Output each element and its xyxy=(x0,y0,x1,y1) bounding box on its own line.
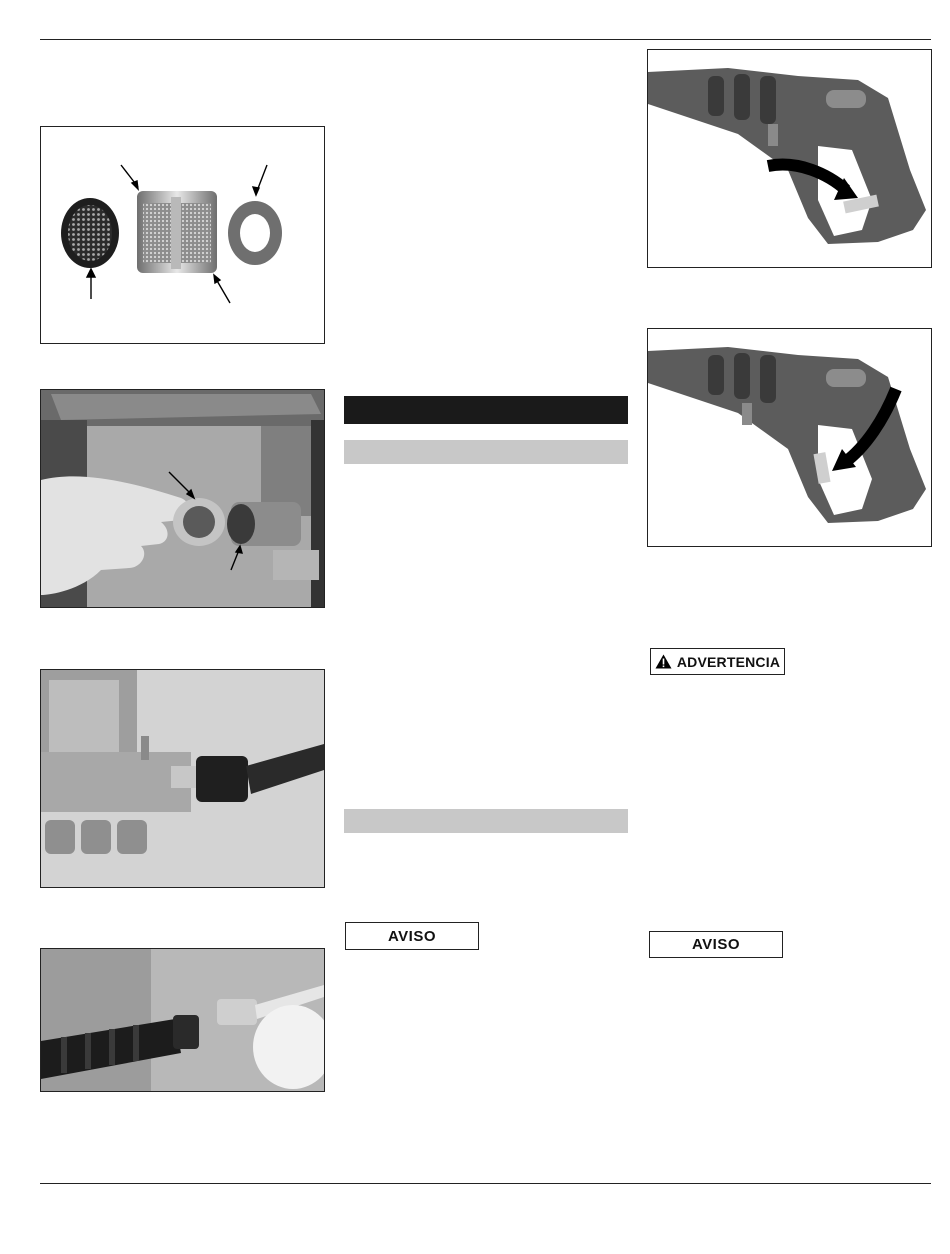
advertencia-label: ADVERTENCIA xyxy=(676,653,781,670)
hose-pump-photo xyxy=(41,670,324,887)
inlet-parts-drawing xyxy=(41,127,324,343)
advertencia-warning xyxy=(650,648,785,675)
figure-wand-connect xyxy=(40,948,325,1092)
gun-trigger-release-drawing xyxy=(648,329,931,546)
gun-trigger-lock-drawing xyxy=(648,50,931,267)
figure-gun-trigger-release xyxy=(647,328,932,547)
figure-coupler-install xyxy=(40,389,325,608)
figure-inlet-parts xyxy=(40,126,325,344)
aviso-notice-left: AVISO xyxy=(345,922,479,950)
coupler-install-photo xyxy=(41,390,324,607)
figure-hose-pump xyxy=(40,669,325,888)
wand-connect-photo xyxy=(41,949,324,1091)
header-rule xyxy=(40,39,931,40)
subsection-heading-bar-1 xyxy=(344,440,628,464)
section-heading-bar xyxy=(344,396,628,424)
figure-gun-trigger-lock xyxy=(647,49,932,268)
subsection-heading-bar-2 xyxy=(344,809,628,833)
aviso-notice-right: AVISO xyxy=(649,931,783,958)
footer-rule xyxy=(40,1183,931,1184)
warning-triangle-icon xyxy=(655,654,672,669)
